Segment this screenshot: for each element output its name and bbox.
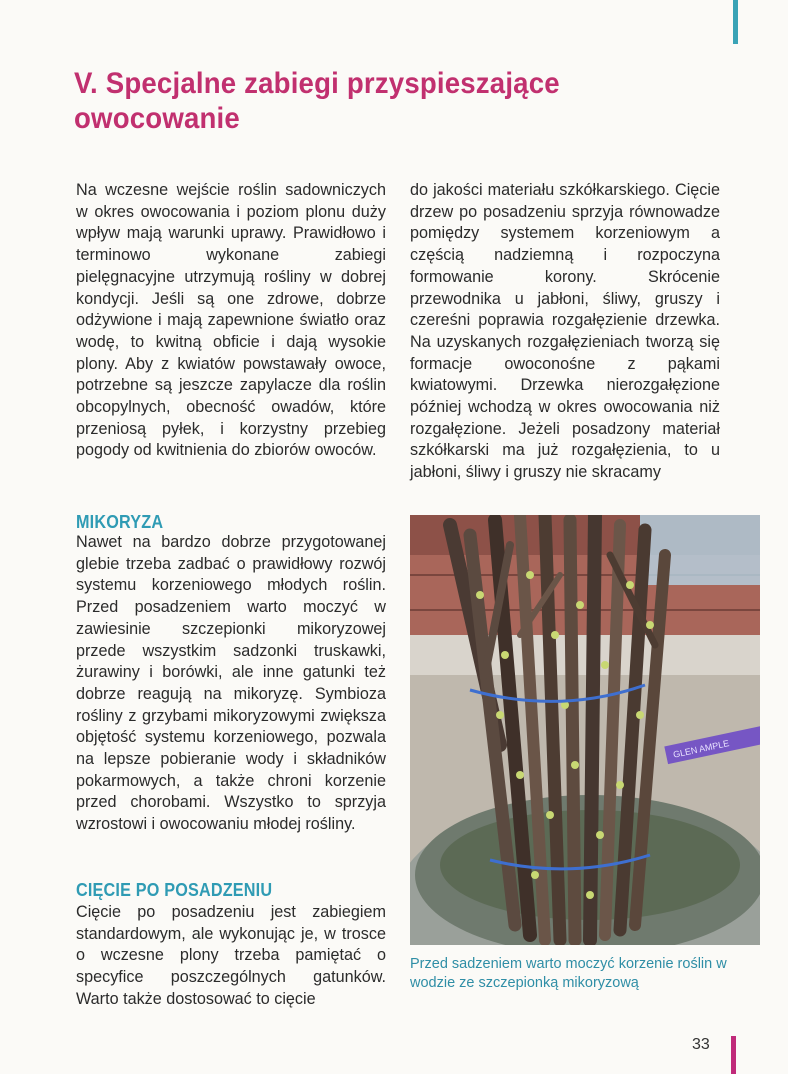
section-text-mikoryza — [76, 532, 386, 836]
mikoryza-paragraph: Nawet na bardzo dobrze przygotowanej glebie trzeba zadbać o prawidłowy rozwój systemu korzeniowego młodych roślin. Przed posadzeniem warto moczyć w zawiesinie szczepionki mikoryzowej przede wszystkim sadzonki truskawki, żurawiny i borówki, ale inne gatunki też dobrze reagują na mikoryzę. Symbioza rośliny z grzybami mikoryzowymi zwiększa objętość systemu korzeniowego, pozwala na lepsze pobieranie wody i składników pokarmowych, a także chroni korzenie przed chorobami. Wszystko to sprzyja wzrostowi i owocowaniu młodej rośliny. — [76, 533, 386, 834]
intro-text-right — [410, 180, 720, 484]
intro-paragraph-right: do jakości materiału szkółkarskiego. Cięcie drzew po posadzeniu sprzyja równowadze pomiędzy systemem korzeniowym a częścią nadziemną i rozpoczyna formowanie korony. Skrócenie przewodnika u jabłoni, śliwy, gruszy i czereśni poprawia rozgałęzienie drzewka. Na uzyskanych rozgałęzieniach tworzą się formacje owoconośne z pąkami kwiatowymi. Drzewka nierozgałęzione później wchodzą w okres owocowania niż rozgałęzione. Jeżeli posadzony materiał szkółkarski ma już rozgałęzienia, to u jabłoni, śliwy i gruszy nie skracamy — [410, 181, 720, 482]
top-accent-bar — [733, 0, 738, 44]
section-text-ciecie — [76, 902, 386, 1011]
variety-label-text: GLEN AMPLE — [672, 738, 731, 760]
seedlings-photo — [410, 515, 760, 945]
page-number: 33 — [692, 1036, 710, 1053]
bottom-accent-bar — [731, 1036, 736, 1074]
section-heading-ciecie: CIĘCIE PO POSADZENIU — [76, 880, 273, 900]
ciecie-paragraph: Cięcie po posadzeniu jest zabiegiem standardowym, ale wykonując je, w trosce o wczesne plony trzeba pamiętać o specyfice poszczególnych gatunków. Warto także dostosować to cięcie — [76, 903, 386, 1008]
chapter-title: V. Specjalne zabiegi przyspieszające owocowanie — [74, 67, 560, 135]
photo-caption: Przed sadzeniem warto moczyć korzenie roślin w wodzie ze szczepionką mikoryzową — [410, 956, 727, 991]
seedling-bundle-illustration — [410, 515, 760, 945]
section-heading-mikoryza: MIKORYZA — [76, 512, 164, 532]
intro-paragraph-left: Na wczesne wejście roślin sadowniczych w okres owocowania i poziom plonu duży wpływ mają warunki uprawy. Prawidłowo i terminowo wykonane zabiegi pielęgnacyjne utrzymują rośliny w dobrej kondycji. Jeśli są one zdrowe, dobrze odżywione i mają zapewnione światło oraz wodę, to kwitną obficie i dają wysokie plony. Aby z kwiatów powstawały owoce, potrzebne są jeszcze zapylacze dla roślin obcopylnych, obecność owadów, które przeniosą pyłek, i korzystny przebieg pogody od kwitnienia do zbiorów owoców. — [76, 181, 386, 460]
intro-text-left — [76, 180, 386, 462]
